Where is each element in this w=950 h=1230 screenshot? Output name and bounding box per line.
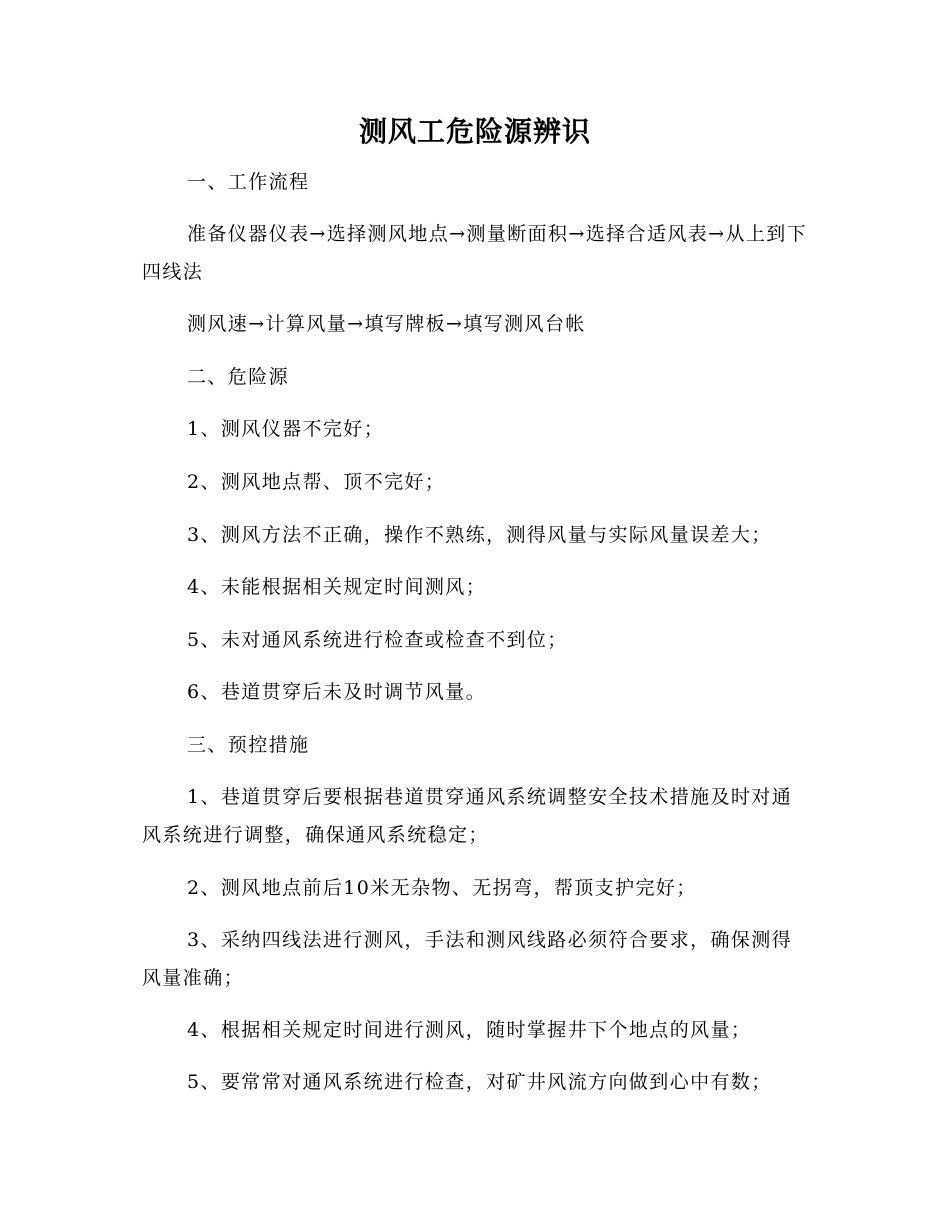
control-item-4: 4、根据相关规定时间进行测风，随时掌握井下个地点的风量； [187, 1019, 752, 1041]
control-item-5: 5、要常常对通风系统进行检查，对矿井风流方向做到心中有数； [187, 1071, 772, 1093]
section-heading-workflow: 一、工作流程 [187, 171, 310, 193]
section-heading-hazards: 二、危险源 [187, 366, 290, 388]
hazard-item-3: 3、测风方法不正确，操作不熟练，测得风量与实际风量误差大； [187, 524, 772, 546]
control-item-1: 1、巷道贯穿后要根据巷道贯穿通风系统调整安全技术措施及时对通风系统进行调整，确保通风系统稳定； [142, 786, 793, 846]
document-title: 测风工危险源辨识 [358, 115, 591, 148]
hazard-item-6: 6、巷道贯穿后未及时调节风量。 [187, 681, 487, 703]
workflow-step-line-2: 测风速→计算风量→填写牌板→填写测风台帐 [187, 313, 586, 335]
hazard-item-4: 4、未能根据相关规定时间测风； [187, 576, 487, 598]
control-item-3: 3、采纳四线法进行测风，手法和测风线路必须符合要求，确保测得风量准确； [142, 929, 793, 989]
hazard-item-5: 5、未对通风系统进行检查或检查不到位； [187, 629, 568, 651]
control-item-2: 2、测风地点前后10米无杂物、无拐弯，帮顶支护完好； [187, 877, 697, 899]
hazard-item-1: 1、测风仪器不完好； [187, 418, 385, 440]
workflow-step-line-1: 准备仪器仪表→选择测风地点→测量断面积→选择合适风表→从上到下四线法 [142, 223, 808, 283]
section-heading-controls: 三、预控措施 [187, 734, 310, 756]
hazard-item-2: 2、测风地点帮、顶不完好； [187, 471, 446, 493]
